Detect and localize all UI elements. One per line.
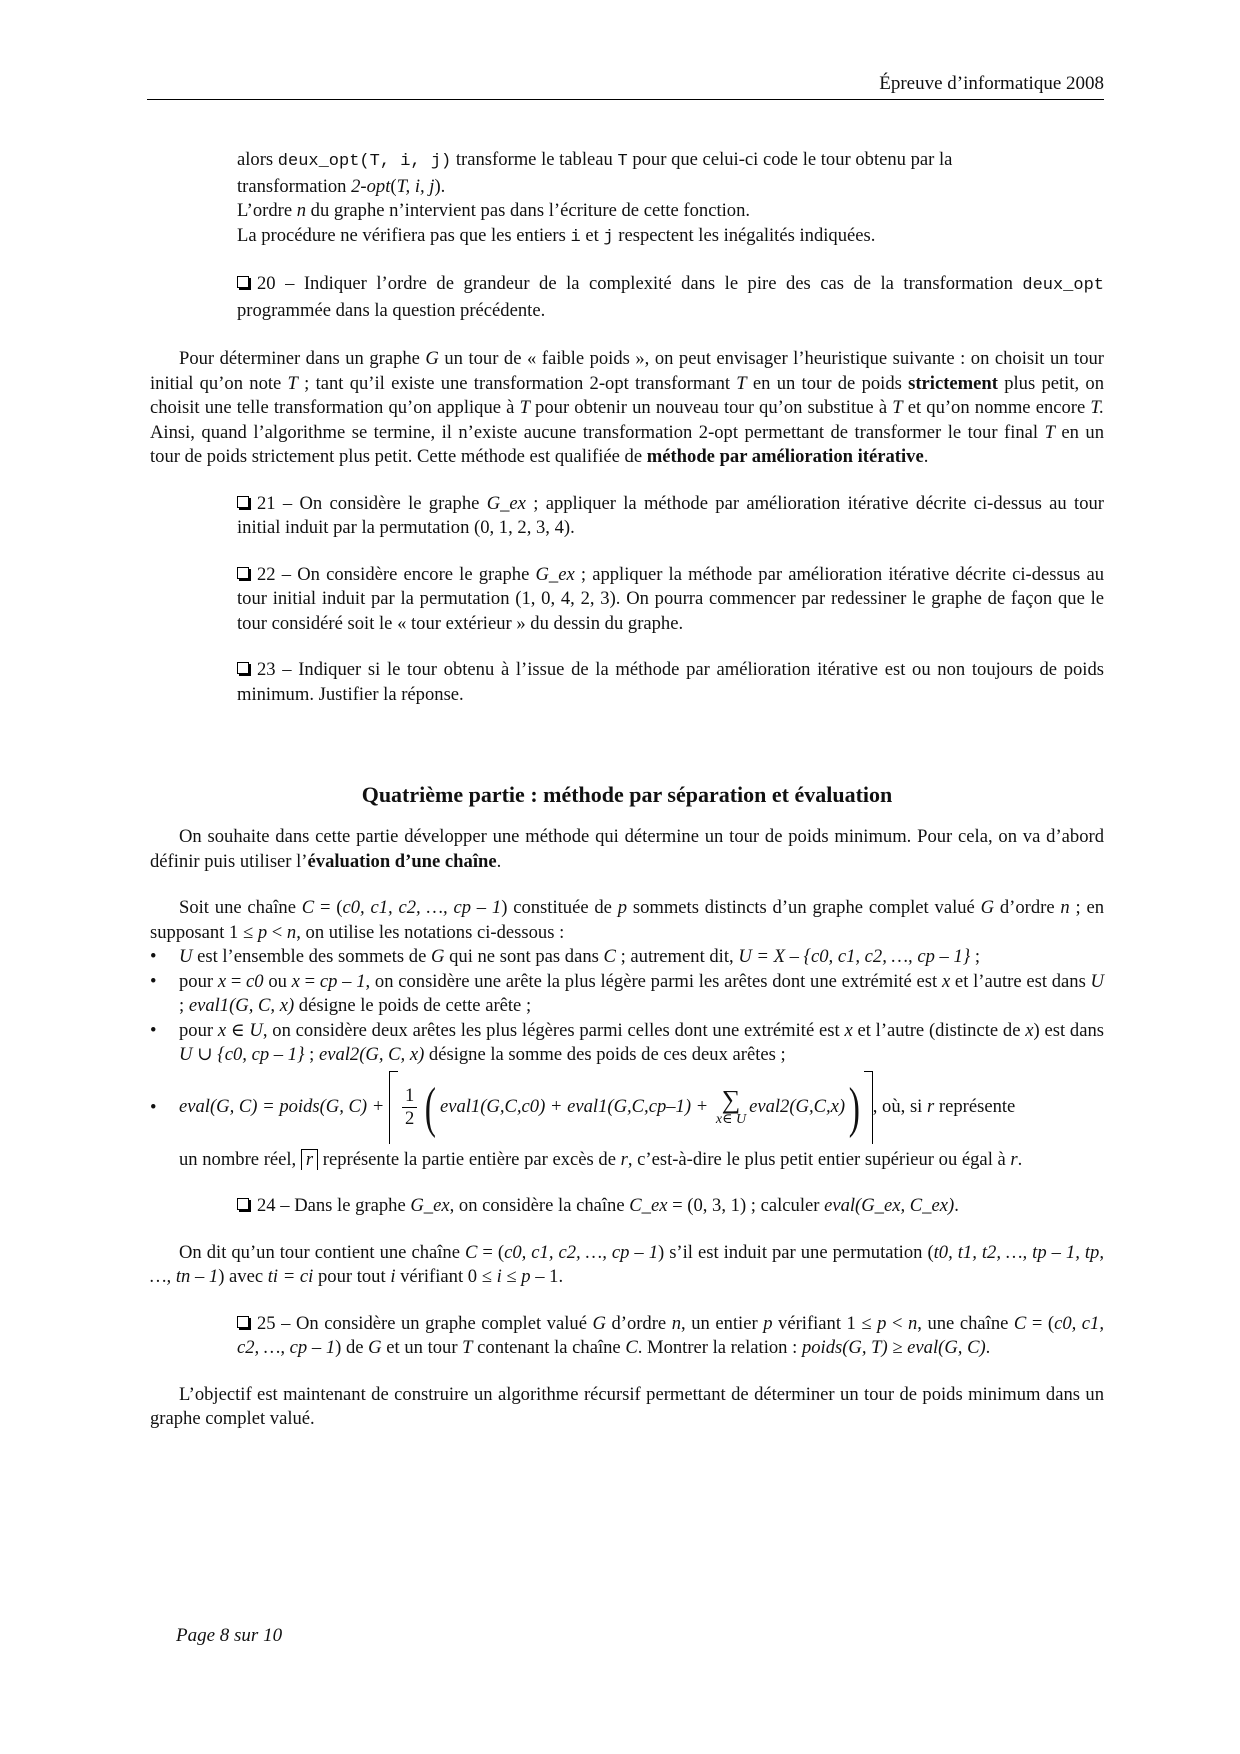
bullet-icon: • bbox=[150, 1019, 157, 1041]
math-eval1-terms: eval1(G,C,c0) + eval1(G,C,cp–1) + bbox=[439, 1096, 713, 1118]
math: G bbox=[980, 897, 995, 918]
bullet-eval1 bbox=[150, 970, 1104, 1019]
text: = bbox=[299, 970, 320, 992]
page-content bbox=[150, 148, 1104, 1432]
text: 21 – On considère le graphe bbox=[257, 492, 487, 514]
math: p bbox=[257, 921, 268, 943]
text: 20 – Indiquer l’ordre de grandeur de la complexité dans le pire des cas de la transformation bbox=[257, 273, 1023, 294]
text: ) avec bbox=[218, 1266, 268, 1287]
line-2 bbox=[237, 175, 1104, 200]
paren-right: ) bbox=[848, 1076, 861, 1139]
intro-paragraph bbox=[150, 825, 1104, 874]
page-header: Épreuve d’informatique 2008 bbox=[879, 73, 1104, 94]
bullet-U bbox=[150, 945, 1104, 970]
chain-paragraph bbox=[150, 896, 1104, 945]
fraction-numerator: 1 bbox=[402, 1085, 417, 1108]
text: Soit une chaîne bbox=[179, 897, 302, 918]
line-1 bbox=[237, 148, 1104, 175]
sum-index: x∈ U bbox=[715, 1111, 747, 1127]
text: Pour déterminer dans un graphe bbox=[179, 348, 426, 369]
math: x bbox=[941, 970, 951, 992]
math: G bbox=[368, 1337, 382, 1358]
text: , une chaîne bbox=[917, 1312, 1014, 1334]
math: c0 bbox=[246, 970, 264, 992]
text: L’ordre bbox=[237, 200, 297, 221]
text: alors bbox=[237, 149, 278, 170]
text: ≤ bbox=[501, 1266, 522, 1287]
text: ) de bbox=[335, 1337, 369, 1358]
text: < bbox=[886, 1312, 908, 1334]
math: x bbox=[291, 970, 300, 992]
math: C bbox=[1013, 1312, 1027, 1334]
math-eval2: eval2(G, C, x) bbox=[318, 1044, 425, 1065]
math: G_ex bbox=[486, 492, 526, 514]
text: = ( bbox=[1026, 1312, 1055, 1334]
math: G bbox=[592, 1312, 606, 1334]
sum-symbol: ∑ bbox=[721, 1084, 741, 1114]
math: n bbox=[286, 921, 297, 943]
text: contenant la chaîne bbox=[472, 1337, 626, 1358]
text: ; appliquer la méthode par amélioration itérative décrite ci-dessus au tour initial induit par la permutation (1, 0, 4, 2, 3). On pourra commencer par redessiner le graphe de façon que le tour considéré soit le « tour extérieur » du dessin du graphe. bbox=[237, 563, 1104, 634]
checkbox-icon bbox=[237, 1316, 249, 1328]
math-relation: poids(G, T) ≥ eval(G, C) bbox=[801, 1337, 986, 1358]
bold-method-name: méthode par amélioration itérative bbox=[646, 446, 924, 467]
text: pour obtenir un nouveau tour qu’on substitue à bbox=[529, 397, 893, 418]
math: U bbox=[1090, 970, 1104, 992]
checkbox-icon bbox=[237, 662, 249, 674]
math-ceil-r: r bbox=[301, 1149, 318, 1170]
math-args: T, i, j bbox=[396, 175, 435, 197]
text: plus petit, on choisit une telle transformation qu’on applique à bbox=[150, 372, 1105, 418]
text: et bbox=[580, 224, 604, 246]
text: et l’autre est dans bbox=[950, 970, 1091, 992]
text: . Montrer la relation : bbox=[637, 1337, 802, 1358]
math: x bbox=[844, 1019, 853, 1041]
fraction-denominator: 2 bbox=[404, 1108, 415, 1129]
page-number: Page 8 sur 10 bbox=[176, 1625, 283, 1646]
text: un tour de « faible poids », on peut envisager l’heuristique suivante : on choisit un tour initial qu’on note bbox=[150, 348, 1104, 394]
math-n: n bbox=[296, 200, 307, 221]
math: T bbox=[462, 1337, 473, 1358]
text: désigne la somme des poids de ces deux arêtes ; bbox=[424, 1044, 786, 1065]
text: , on considère la chaîne bbox=[449, 1195, 630, 1216]
text: est l’ensemble des sommets de bbox=[192, 946, 432, 967]
question-22 bbox=[237, 563, 1104, 637]
text: . bbox=[1017, 1148, 1023, 1170]
text: 24 – Dans le graphe bbox=[257, 1195, 411, 1216]
math: p bbox=[877, 1312, 887, 1334]
text: d’ordre bbox=[605, 1312, 672, 1334]
math: C bbox=[603, 946, 616, 967]
text: respectent les inégalités indiquées. bbox=[613, 224, 876, 246]
math: x bbox=[1025, 1019, 1034, 1041]
math: T bbox=[892, 397, 903, 418]
text: = (0, 3, 1) ; calculer bbox=[667, 1195, 825, 1216]
text: , c’est-à-dire le plus petit entier supérieur ou égal à bbox=[627, 1148, 1011, 1170]
bullet-eval2 bbox=[150, 1019, 1104, 1068]
text: 25 – On considère un graphe complet valué bbox=[257, 1312, 593, 1334]
text: ; bbox=[304, 1044, 319, 1065]
text: La procédure ne vérifiera pas que les entiers bbox=[237, 224, 571, 246]
text: , on utilise les notations ci-dessous : bbox=[296, 921, 565, 943]
math: r bbox=[620, 1148, 628, 1170]
text: ou bbox=[263, 970, 292, 992]
question-21 bbox=[237, 492, 1104, 541]
math: G bbox=[431, 946, 445, 967]
text: ) est dans bbox=[1033, 1019, 1104, 1041]
text: On dit qu’un tour contient une chaîne bbox=[179, 1241, 465, 1263]
math: G_ex bbox=[410, 1195, 450, 1216]
text: . bbox=[923, 446, 929, 467]
math-eval2-term: eval2(G,C,x) bbox=[749, 1096, 846, 1118]
math: r bbox=[1010, 1148, 1018, 1170]
code-deux-opt: deux_opt(T, i, j) bbox=[277, 152, 452, 171]
text: ) s’il est induit par une permutation ( bbox=[658, 1241, 934, 1263]
text: et l’autre (distincte de bbox=[852, 1019, 1026, 1041]
math: T bbox=[1044, 421, 1055, 443]
math-chain: c0, c1, c2, …, cp – 1 bbox=[342, 897, 502, 918]
math: C bbox=[625, 1337, 638, 1358]
math: G bbox=[425, 348, 439, 369]
math: p bbox=[521, 1266, 531, 1287]
text: 23 – Indiquer si le tour obtenu à l’issue de la méthode par amélioration itérative est ou non toujours de poids minimum. Justifier la réponse. bbox=[237, 659, 1104, 705]
math: T bbox=[519, 397, 530, 418]
math: x ∈ U bbox=[217, 1019, 263, 1041]
line-4 bbox=[237, 224, 1104, 251]
math: T. bbox=[1090, 397, 1104, 418]
math: T bbox=[736, 372, 747, 394]
text: – 1. bbox=[530, 1266, 564, 1287]
text: en un tour de poids bbox=[746, 372, 909, 394]
math: p bbox=[763, 1312, 773, 1334]
section-title: Quatrième partie : méthode par séparation et évaluation bbox=[361, 782, 893, 807]
math-2opt: 2-opt bbox=[351, 175, 391, 197]
paren-left: ( bbox=[425, 1076, 437, 1139]
contains-paragraph bbox=[150, 1241, 1104, 1290]
heuristic-paragraph bbox=[150, 347, 1104, 470]
math: T bbox=[287, 372, 298, 394]
math-chain: c0, c1, c2, …, cp – 1 bbox=[504, 1241, 658, 1263]
text: = bbox=[226, 970, 247, 992]
math: U ∪ {c0, cp – 1} bbox=[179, 1044, 305, 1065]
text: pour tout bbox=[313, 1266, 391, 1287]
text: et un tour bbox=[381, 1337, 463, 1358]
text: qui ne sont pas dans bbox=[444, 946, 604, 967]
text: ; bbox=[970, 946, 981, 967]
text: . bbox=[496, 850, 502, 872]
checkbox-icon bbox=[237, 567, 249, 579]
text: , on considère une arête la plus légère parmi les arêtes dont une extrémité est bbox=[365, 970, 942, 992]
question-23 bbox=[237, 658, 1104, 707]
header-rule bbox=[147, 99, 1104, 100]
math: C_ex bbox=[629, 1195, 668, 1216]
text: , un entier bbox=[681, 1312, 764, 1334]
question-24 bbox=[237, 1194, 1104, 1219]
code-j: j bbox=[603, 227, 614, 247]
ceil-explanation bbox=[179, 1148, 1104, 1173]
text: 22 – On considère encore le graphe bbox=[257, 563, 536, 585]
text: vérifiant 0 ≤ bbox=[395, 1266, 497, 1287]
text: sommets distincts d’un graphe complet valué bbox=[627, 897, 981, 918]
text: Ainsi, quand l’algorithme se termine, il n’existe aucune transformation 2-opt permettant de transformer le tour final bbox=[150, 421, 1045, 443]
math-chain: c0, c1, c2, …, cp – 1 bbox=[237, 1312, 1104, 1358]
deux-opt-description bbox=[237, 148, 1104, 250]
math: p bbox=[617, 897, 628, 918]
text: représente bbox=[934, 1096, 1016, 1118]
text: représente la partie entière par excès de bbox=[318, 1148, 621, 1170]
text: vérifiant 1 ≤ bbox=[772, 1312, 878, 1334]
text: pour bbox=[179, 970, 218, 992]
code-i: i bbox=[570, 227, 581, 247]
math-eval: eval(G_ex, C_ex) bbox=[824, 1195, 955, 1216]
math: n bbox=[907, 1312, 918, 1334]
math-permutation: t0, t1, t2, …, tp – 1, tp, …, tn – 1 bbox=[150, 1241, 1104, 1287]
math: x bbox=[217, 970, 227, 992]
final-paragraph: L’objectif est maintenant de construire un algorithme récursif permettant de déterminer un tour de poids minimum dans un graphe complet valué. bbox=[150, 1383, 1104, 1429]
math: n bbox=[1060, 897, 1070, 918]
code-deux-opt: deux_opt bbox=[1022, 276, 1104, 295]
text: = ( bbox=[314, 897, 343, 918]
text: transformation bbox=[237, 175, 352, 197]
math-U-def: U = X – {c0, c1, c2, …, cp – 1} bbox=[738, 946, 971, 967]
text: désigne le poids de cette arête ; bbox=[294, 995, 532, 1016]
bullet-icon: • bbox=[150, 946, 157, 967]
bold-strictement: strictement bbox=[908, 372, 998, 394]
math-eval-lhs: eval(G, C) = poids(G, C) + bbox=[179, 1096, 389, 1118]
text: , où, si bbox=[872, 1096, 927, 1118]
text: d’ordre bbox=[994, 897, 1061, 918]
text: ; bbox=[179, 995, 189, 1016]
summation bbox=[715, 1084, 747, 1128]
text: . bbox=[985, 1337, 991, 1358]
text: . bbox=[954, 1195, 959, 1216]
line-3 bbox=[237, 199, 1104, 224]
text: ; tant qu’il existe une transformation 2-opt transformant bbox=[297, 372, 737, 394]
text: < bbox=[267, 921, 287, 943]
text: ; autrement dit, bbox=[615, 946, 739, 967]
checkbox-icon bbox=[237, 496, 249, 508]
text: du graphe n’intervient pas dans l’écriture de cette fonction. bbox=[306, 200, 751, 221]
text: ) constituée de bbox=[501, 897, 618, 918]
math: C bbox=[301, 897, 315, 918]
math: U bbox=[179, 946, 193, 967]
math: i bbox=[496, 1266, 502, 1287]
text: pour que celui-ci code le tour obtenu par la bbox=[627, 149, 953, 170]
math: r bbox=[927, 1096, 935, 1118]
bullet-icon: • bbox=[150, 970, 157, 992]
text: On souhaite dans cette partie développer une méthode qui détermine un tour de poids minimum. Pour cela, on va d’abord définir puis utiliser l’ bbox=[150, 826, 1104, 872]
question-20 bbox=[237, 272, 1104, 323]
text: , on considère deux arêtes les plus légères parmi celles dont une extrémité est bbox=[262, 1019, 845, 1041]
text: ; en supposant 1 ≤ bbox=[150, 897, 1104, 943]
checkbox-icon bbox=[237, 1198, 249, 1210]
text: et qu’on nomme encore bbox=[902, 397, 1091, 418]
math-eval1: eval1(G, C, x) bbox=[188, 995, 295, 1016]
text: ( bbox=[390, 175, 397, 197]
math: i bbox=[390, 1266, 396, 1287]
text: transforme le tableau bbox=[451, 149, 618, 170]
text: pour bbox=[179, 1019, 218, 1041]
math: n bbox=[671, 1312, 682, 1334]
ceil-right-bracket bbox=[864, 1071, 873, 1144]
text: ). bbox=[434, 175, 446, 197]
question-25 bbox=[237, 1312, 1104, 1361]
math: G_ex bbox=[535, 563, 575, 585]
checkbox-icon bbox=[237, 276, 249, 288]
bullet-icon: • bbox=[150, 1096, 157, 1118]
math: C bbox=[464, 1241, 478, 1263]
bullet-eval-formula bbox=[150, 1068, 1104, 1148]
text: en un tour de poids strictement plus petit. Cette méthode est qualifiée de bbox=[150, 421, 1104, 467]
code-T: T bbox=[617, 152, 628, 171]
math: ti = ci bbox=[267, 1266, 314, 1287]
text: programmée dans la question précédente. bbox=[237, 299, 546, 321]
text: un nombre réel, bbox=[179, 1148, 301, 1170]
math: cp – 1 bbox=[319, 970, 366, 992]
text: = ( bbox=[477, 1241, 505, 1263]
text: ; appliquer la méthode par amélioration itérative décrite ci-dessus au tour initial induit par la permutation (0, 1, 2, 3, 4). bbox=[237, 492, 1104, 538]
ceil-left-bracket bbox=[389, 1071, 398, 1144]
fraction-half bbox=[402, 1085, 417, 1130]
bold-evaluation: évaluation d’une chaîne bbox=[307, 850, 497, 872]
